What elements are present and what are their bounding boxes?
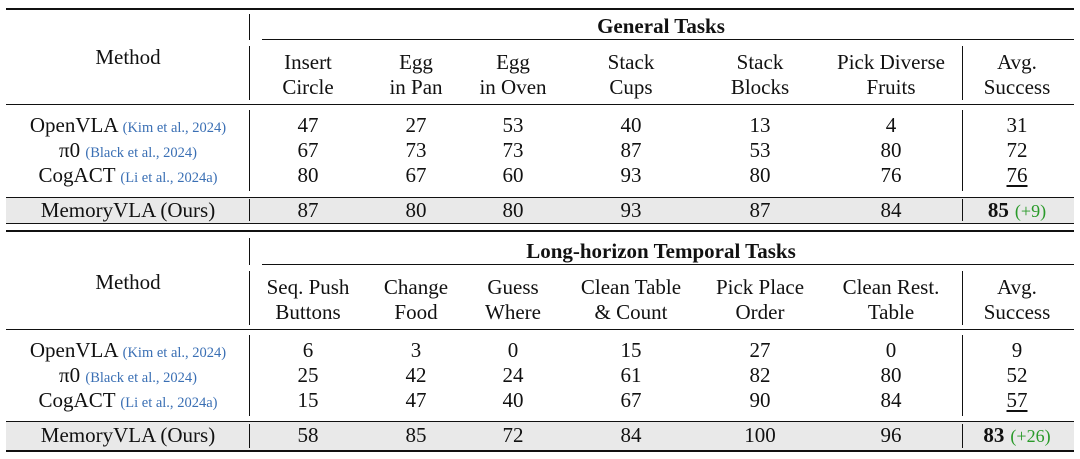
table-cell: 76 [880,163,902,187]
citation-link[interactable]: (Li et al., 2024a) [120,170,218,186]
table-cell: 52 [1006,363,1028,387]
table-cell: 87 [620,138,642,162]
table-cell: 3 [410,338,422,362]
column-header: Change Food [383,275,449,324]
column-header: Pick Diverse Fruits [837,50,945,99]
table-cell: 93 [620,163,642,187]
table-cell: 53 [749,138,771,162]
group-title: Long-horizon Temporal Tasks [526,239,796,263]
table-cell: 4 [885,113,897,137]
table-cell: 60 [502,163,524,187]
citation-link[interactable]: (Li et al., 2024a) [120,395,218,411]
table-cell: 73 [405,138,427,162]
ours-cell: 84 [880,198,902,222]
table-cell: 0 [885,338,897,362]
ours-cell: 84 [620,423,642,447]
method-name: CogACT (Li et al., 2024a) [38,388,218,412]
table-cell: 67 [620,388,642,412]
citation-link[interactable]: (Kim et al., 2024) [122,120,227,136]
column-header: Clean Table & Count [580,275,682,324]
ours-cell: 58 [297,423,319,447]
section-start-rule [6,230,1074,232]
table-cell: 72 [1006,138,1028,162]
column-header: Clean Rest. Table [842,275,940,324]
ours-cell: 87 [297,198,319,222]
table-cell: 80 [749,163,771,187]
group-title: General Tasks [597,14,725,38]
method-separator [249,238,250,265]
ours-cell: 72 [502,423,524,447]
ours-avg-cell: 83 (+26) [983,423,1051,447]
table-cell: 80 [880,363,902,387]
table-cell: 15 [620,338,642,362]
column-header: Egg in Oven [479,50,547,99]
citation-link[interactable]: (Black et al., 2024) [85,370,197,386]
header-rule [6,329,1074,330]
ours-cell: 100 [744,423,776,447]
ours-avg-cell: 85 (+9) [987,198,1047,222]
method-separator [249,424,250,448]
method-name: OpenVLA (Kim et al., 2024) [29,338,227,362]
table-cell: 15 [297,388,319,412]
column-header: Insert Circle [282,50,334,99]
avg-separator [962,271,963,325]
column-header: Seq. Push Buttons [266,275,350,324]
table-cell: 67 [405,163,427,187]
ours-cell: 80 [502,198,524,222]
table-cell: 84 [880,388,902,412]
column-header: Pick Place Order [715,275,805,324]
group-rule [262,39,1074,40]
avg-separator [962,46,963,100]
ours-cell: 85 [405,423,427,447]
column-header: Guess Where [485,275,541,324]
citation-link[interactable]: (Black et al., 2024) [85,145,197,161]
method-name: π0 (Black et al., 2024) [59,363,197,387]
top-rule [6,8,1074,10]
table-cell: 47 [297,113,319,137]
table-cell: 73 [502,138,524,162]
column-header: Avg. Success [983,275,1051,324]
method-separator [249,14,250,40]
section-end-rule [6,223,1074,224]
avg-separator [962,335,963,416]
method-name: π0 (Black et al., 2024) [59,138,197,162]
bottom-rule [6,450,1074,452]
ours-cell: 96 [880,423,902,447]
method-separator [249,110,250,191]
table-cell: 24 [502,363,524,387]
method-separator [249,199,250,221]
method-header: Method [95,270,161,294]
ours-top-rule [6,421,1074,422]
method-separator [249,271,250,325]
column-header: Avg. Success [983,50,1051,99]
table-cell: 27 [405,113,427,137]
table-cell: 0 [507,338,519,362]
table-cell: 61 [620,363,642,387]
column-header: Stack Blocks [730,50,790,99]
header-rule [6,104,1074,105]
table-cell: 80 [880,138,902,162]
method-name: OpenVLA (Kim et al., 2024) [29,113,227,137]
avg-separator [962,199,963,221]
ours-method-name: MemoryVLA (Ours) [40,423,216,447]
ours-method-name: MemoryVLA (Ours) [40,198,216,222]
second-best-cell: 76 [1006,163,1028,187]
column-header: Egg in Pan [389,50,443,99]
table-cell: 6 [302,338,314,362]
table-cell: 25 [297,363,319,387]
method-separator [249,335,250,416]
table-cell: 90 [749,388,771,412]
avg-separator [962,110,963,191]
ours-cell: 80 [405,198,427,222]
column-header: Stack Cups [607,50,655,99]
table-cell: 40 [620,113,642,137]
citation-link[interactable]: (Kim et al., 2024) [122,345,227,361]
table-cell: 67 [297,138,319,162]
method-header: Method [95,45,161,69]
method-name: CogACT (Li et al., 2024a) [38,163,218,187]
table-cell: 27 [749,338,771,362]
second-best-cell: 57 [1006,388,1028,412]
table-cell: 13 [749,113,771,137]
table-cell: 80 [297,163,319,187]
ours-cell: 93 [620,198,642,222]
table-cell: 9 [1011,338,1023,362]
group-rule [262,264,1074,265]
table-cell: 53 [502,113,524,137]
gain-badge: (+9) [1014,201,1047,221]
gain-badge: (+26) [1010,426,1051,446]
table-cell: 47 [405,388,427,412]
table-cell: 40 [502,388,524,412]
table-cell: 42 [405,363,427,387]
table-cell: 82 [749,363,771,387]
method-separator [249,46,250,100]
avg-separator [962,424,963,448]
ours-cell: 87 [749,198,771,222]
table-cell: 31 [1006,113,1028,137]
